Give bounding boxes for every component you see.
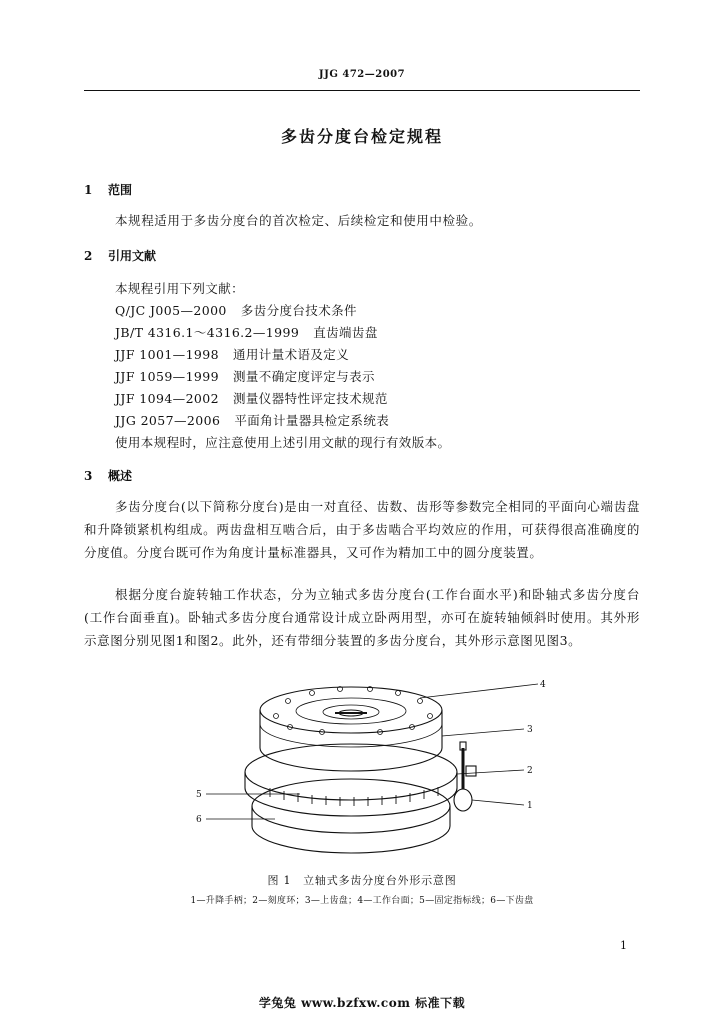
reference-title: 测量不确定度评定与表示 xyxy=(233,369,375,384)
lower-disc-body xyxy=(252,806,450,853)
section-2-heading xyxy=(84,247,156,264)
reference-item xyxy=(115,410,450,432)
section-3-paragraph-2: 根据分度台旋转轴工作状态，分为立轴式多齿分度台(工作台面水平)和卧轴式多齿分度台(工作台面垂直)。卧轴式多齿分度台通常设计成立卧两用型，亦可在旋转轴倾斜时使用。其外形示意图分别见图1和图2。此外，还有带细分装置的多齿分度台，其外形示意图见图3。 xyxy=(84,587,640,648)
reference-title: 多齿分度台技术条件 xyxy=(240,303,357,318)
reference-list xyxy=(115,278,450,454)
reference-code: JJF 1001—1998 xyxy=(115,347,219,362)
scale-ring-top xyxy=(245,744,457,800)
callout-label: 3 xyxy=(527,725,533,735)
section-title: 概述 xyxy=(108,469,133,483)
reference-item xyxy=(115,322,450,344)
indexing-table-figure xyxy=(180,676,560,876)
reference-item xyxy=(115,344,450,366)
callout-label: 6 xyxy=(196,815,202,825)
lower-disc-top xyxy=(252,779,450,833)
section-1-paragraph: 本规程适用于多齿分度台的首次检定、后续检定和使用中检验。 xyxy=(115,213,482,228)
reference-code: Q/JC J005—2000 xyxy=(115,303,227,318)
reference-intro: 本规程引用下列文献： xyxy=(115,281,245,296)
standard-code: JJG 472—2007 xyxy=(318,69,406,80)
section-title: 引用文献 xyxy=(108,249,157,263)
section-title: 范围 xyxy=(108,183,133,197)
reference-title: 通用计量术语及定义 xyxy=(233,347,350,362)
callout-label: 1 xyxy=(527,801,533,811)
figure-caption: 图 1 立轴式多齿分度台外形示意图 xyxy=(267,874,457,887)
reference-title: 平面角计量器具检定系统表 xyxy=(234,413,390,428)
scale-ticks xyxy=(270,787,438,806)
reference-code: JJF 1094—2002 xyxy=(115,391,219,406)
section-3-heading xyxy=(84,467,132,484)
reference-title: 测量仪器特性评定技术规范 xyxy=(233,391,388,406)
section-3-paragraph-1: 多齿分度台(以下简称分度台)是由一对直径、齿数、齿形等参数完全相同的平面向心端齿盘和升降锁紧机构组成。两齿盘相互啮合后，由于多齿啮合平均效应的作用，可获得很高准确度的分度值。分度台既可作为角度计量标准器具，又可作为精加工中的圆分度装置。 xyxy=(84,499,640,560)
reference-item xyxy=(115,388,450,410)
section-number: 1 xyxy=(84,183,93,197)
reference-item xyxy=(115,300,450,322)
callout-label: 2 xyxy=(527,766,533,776)
callout-label: 4 xyxy=(540,680,546,690)
reference-code: JJG 2057—2006 xyxy=(115,413,221,428)
reference-code: JB/T 4316.1～4316.2—1999 xyxy=(115,325,300,340)
figure-legend: 1—升降手柄；2—刻度环；3—上齿盘；4—工作台面；5—固定指标线；6—下齿盘 xyxy=(190,896,534,906)
reference-code: JJF 1059—1999 xyxy=(115,369,219,384)
reference-closing: 使用本规程时，应注意使用上述引用文献的现行有效版本。 xyxy=(115,435,451,450)
footer-watermark: 学兔兔 www.bzfxw.com 标准下载 xyxy=(258,996,466,1010)
lift-handle-grip xyxy=(454,789,472,811)
reference-item xyxy=(115,366,450,388)
section-number: 2 xyxy=(84,249,93,263)
reference-title: 直齿端齿盘 xyxy=(313,325,378,340)
callout-label: 5 xyxy=(196,790,202,800)
header-rule xyxy=(84,90,640,91)
section-1-heading xyxy=(84,181,132,198)
page-title: 多齿分度台检定规程 xyxy=(280,127,443,146)
work-table-inner-ring xyxy=(296,698,406,724)
page-number: 1 xyxy=(620,939,627,952)
section-number: 3 xyxy=(84,469,93,483)
handle-bracket xyxy=(466,766,476,776)
